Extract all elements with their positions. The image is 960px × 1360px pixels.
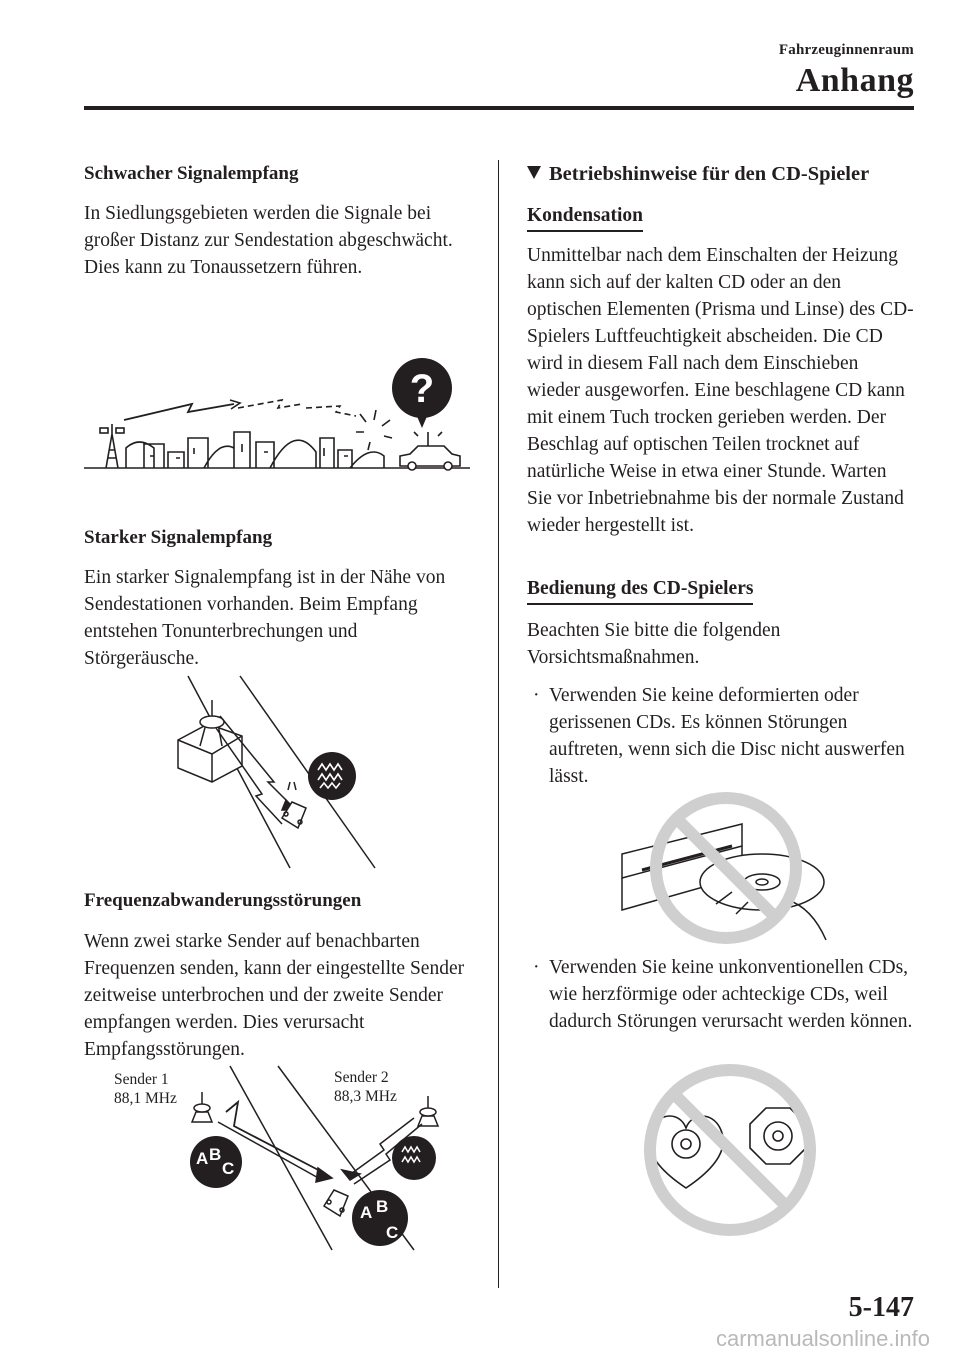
triangle-marker-icon [527,166,541,179]
header-rule [84,106,914,110]
cd-operation-intro: Beachten Sie bitte die folgenden Vorsichtsmaßnahmen. [527,620,781,668]
prohibited-shaped-cds-illustration [630,1060,830,1240]
condensation-title: Kondensation [527,205,643,232]
frequency-drift-title: Frequenzabwanderungsstörungen [84,890,362,911]
svg-text:?: ? [409,367,435,411]
bullet-deformed-cds: · Verwenden Sie keine deformierten oder gerissenen CDs. Es können Störungen auftreten, wenn sich die Disc nicht auswerfen lässt. [533,685,905,787]
frequency-drift-text: Wenn zwei starke Sender auf benachbarten Frequenzen senden, kann der eingestellte Sender zeitweise unterbrochen und der zweite Sender empfangen werden. Dies verursacht Empfangsstörungen. [84,931,465,1060]
sender-1-label: Sender 1 88,1 MHz [114,1071,177,1107]
column-divider [498,160,499,1288]
running-header-section: Fahrzeuginnenraum [778,42,914,58]
svg-text:C: C [386,1223,399,1242]
svg-text:A: A [196,1149,209,1168]
prohibited-deformed-cd-illustration [612,790,848,946]
frequency-drift-illustration [182,1062,444,1254]
svg-text:B: B [376,1197,389,1216]
page-number: 5-147 [848,1292,914,1323]
svg-text:C: C [222,1159,235,1178]
bullet-unconventional-cds: · Verwenden Sie keine unkonventionellen CDs, wie herzförmige oder achteckige CDs, weil dadurch Störungen verursacht werden können. [533,957,913,1032]
svg-text:A: A [360,1203,373,1222]
svg-text:B: B [209,1145,222,1164]
sender-2-label: Sender 2 88,3 MHz [334,1069,397,1105]
strong-signal-illustration [170,672,385,870]
weak-signal-text: In Siedlungsgebieten werden die Signale bei großer Distanz zur Sendestation abgeschwächt. Dies kann zu Tonaussetzern führen. [84,203,453,278]
strong-signal-title: Starker Signalempfang [84,527,273,548]
strong-signal-text: Ein starker Signalempfang ist in der Nähe von Sendestationen vorhanden. Beim Empfang entstehen Tonunterbrechungen und Störgeräusche. [84,567,446,669]
weak-signal-illustration [84,352,476,474]
condensation-text: Unmittelbar nach dem Einschalten der Heizung kann sich auf der kalten CD oder an den optischen Elementen (Prisma und Linse) des CD-Spielers Luftfeuchtigkeit abscheiden. Die CD wird in diesem Fall nach dem Einschieben wieder ausgeworfen. Eine beschlagene CD kann mit einem Tuch trocken gerieben werden. Der Beschlag auf optischen Teilen trocknet auf natürliche Weise in etwa einer Stunde. Warten Sie vor Inbetriebnahme bis der normale Zustand wieder hergestellt ist. [527,245,914,536]
cd-player-section-title: Betriebshinweise für den CD-Spieler [527,163,869,186]
running-header-title: Anhang [795,62,914,99]
weak-signal-title: Schwacher Signalempfang [84,163,299,184]
cd-operation-title: Bedienung des CD-Spielers [527,578,753,605]
watermark: carmanualsonline.info [715,1326,930,1351]
